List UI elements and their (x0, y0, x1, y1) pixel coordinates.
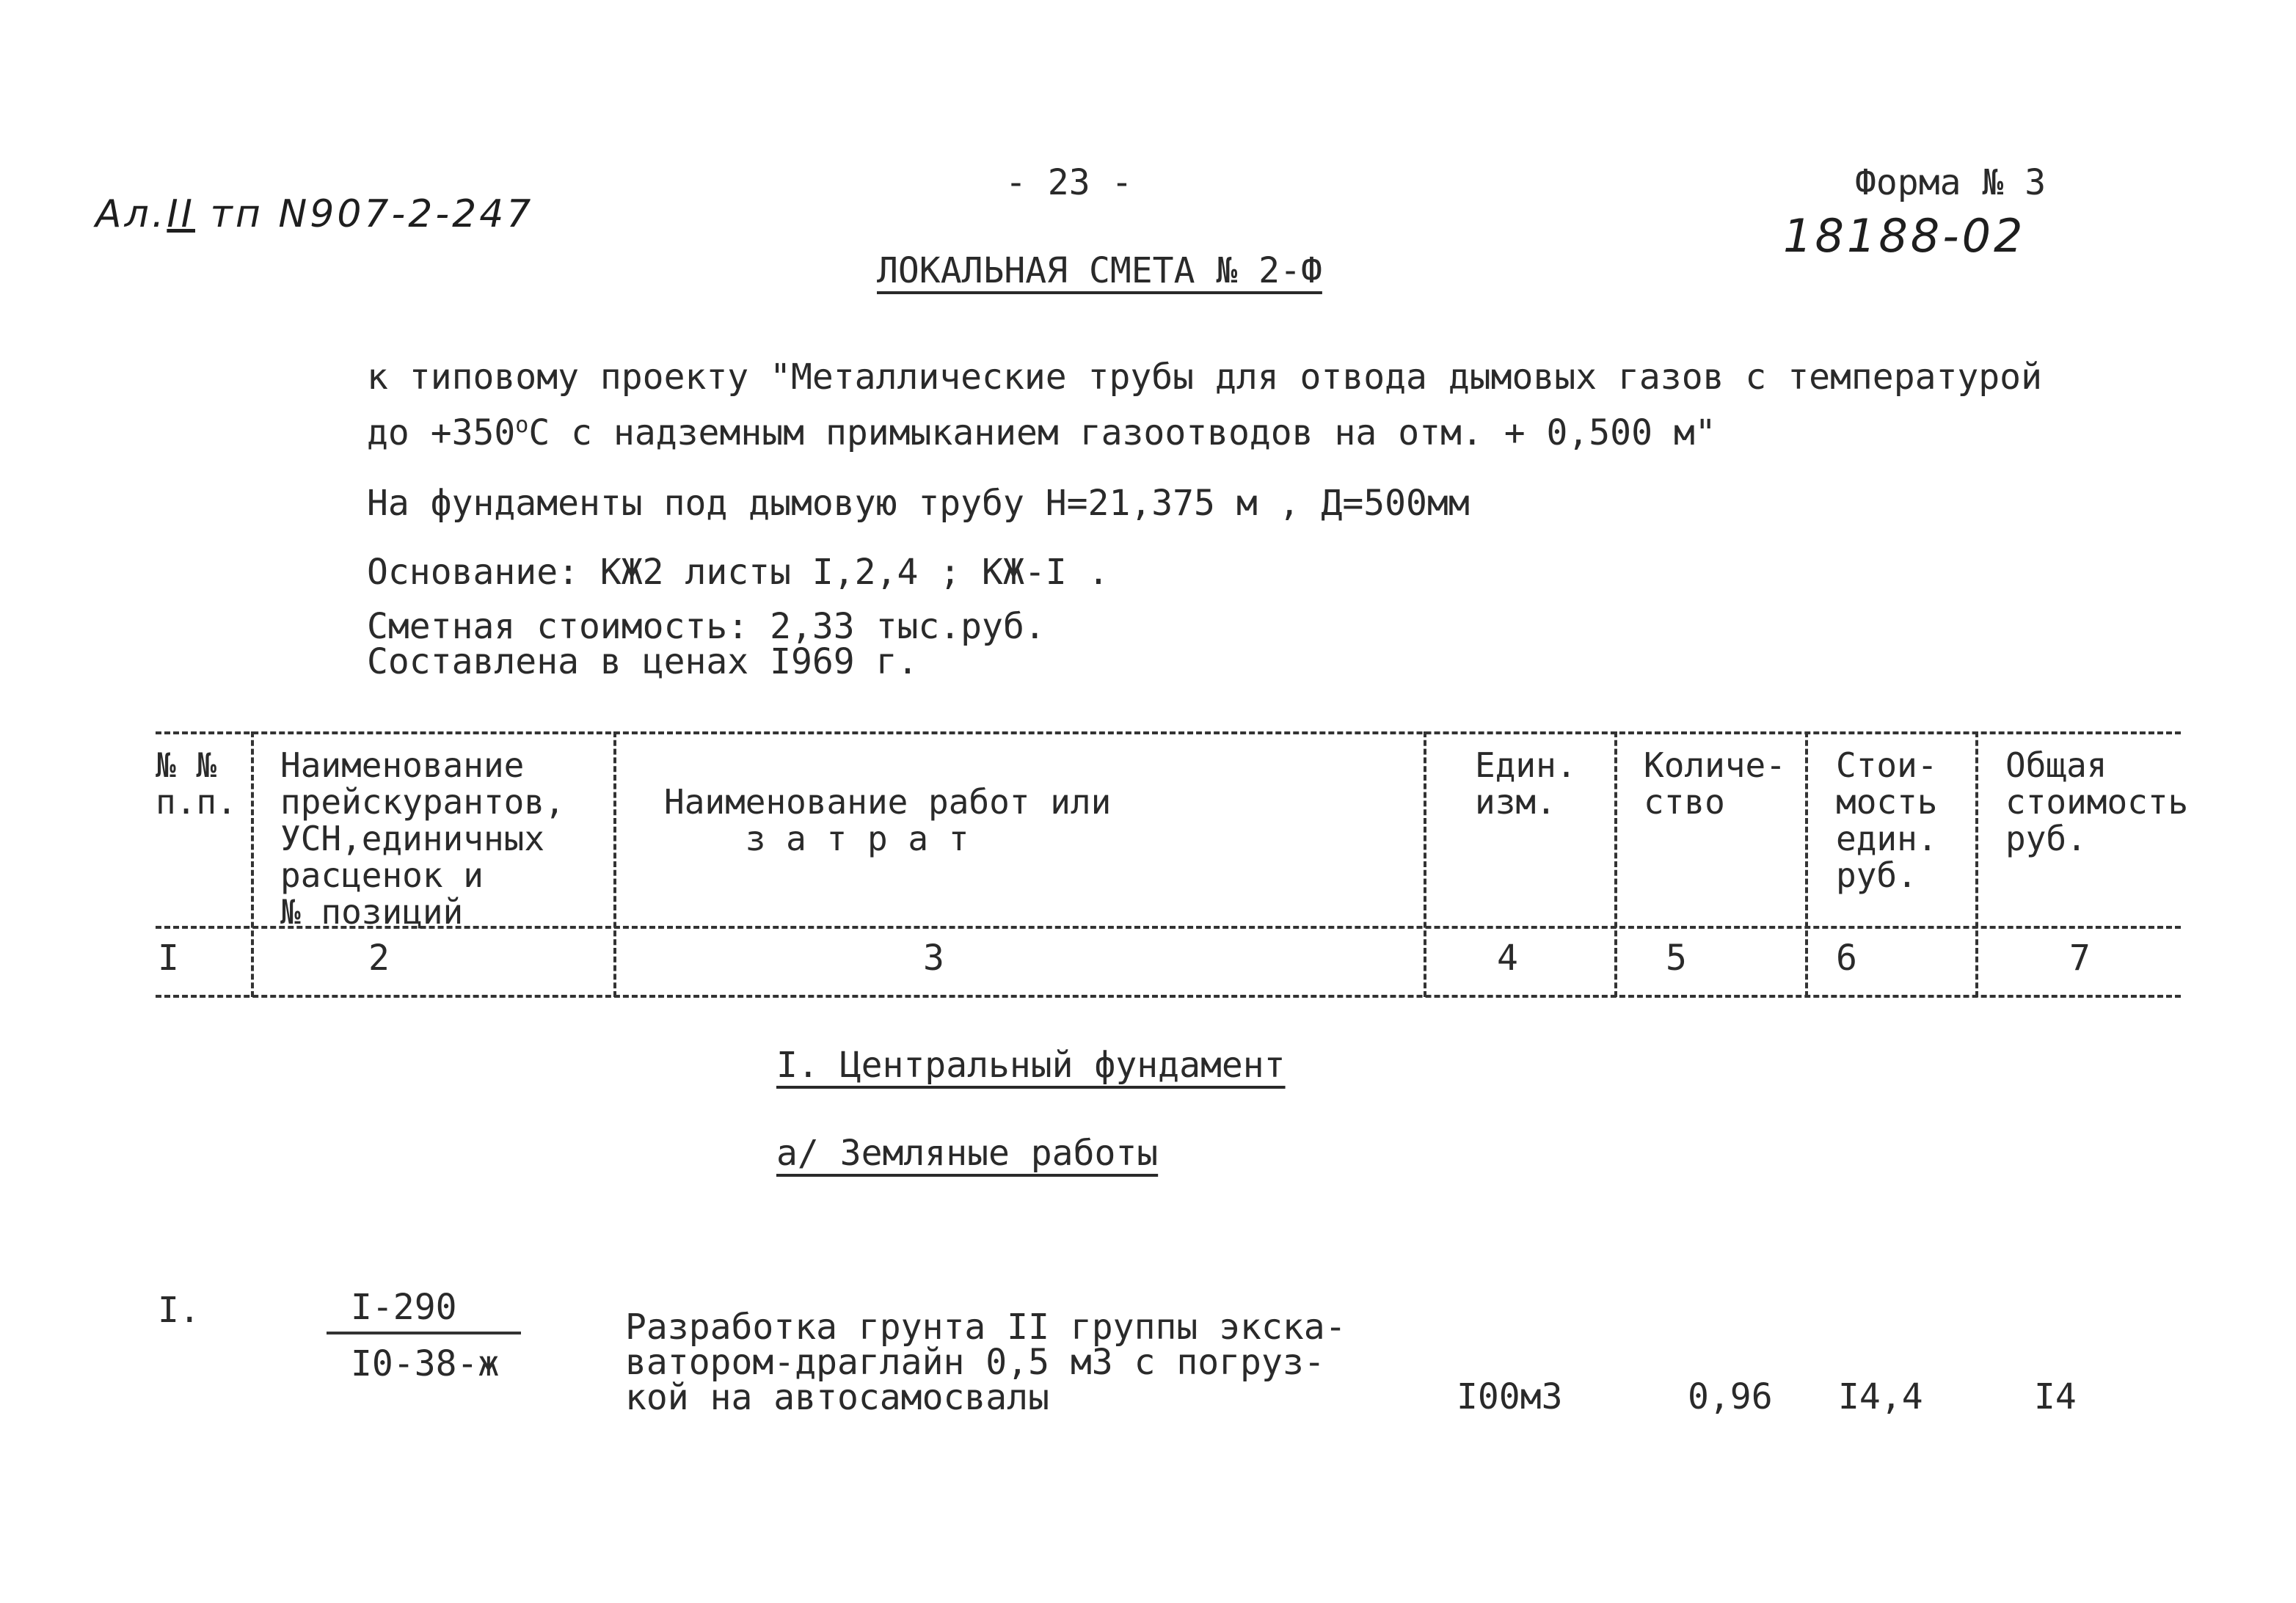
basis-line: Основание: КЖ2 листы I,2,4 ; КЖ-I . (367, 552, 1109, 593)
col-number-6: 6 (1836, 938, 1857, 979)
col-header-1: № № п.п. (156, 745, 237, 822)
description-line-3: На фундаменты под дымовую трубу Н=21,375 м , Д=500мм (367, 483, 1470, 524)
degree-sup: о (515, 412, 529, 438)
col-header-7: Общая стоимость руб. (2005, 745, 2189, 858)
row-code-bottom: I0-38-ж (351, 1343, 500, 1384)
col-number-7: 7 (2069, 938, 2091, 979)
col-sep-5 (1805, 731, 1808, 997)
col-number-4: 4 (1497, 938, 1518, 979)
col-header-4: Един. изм. (1475, 745, 1577, 822)
album-ref-roman: II (167, 192, 196, 236)
col-sep-1 (251, 731, 254, 997)
prices-year-line: Составлена в ценах I969 г. (367, 641, 919, 682)
col-number-2: 2 (368, 938, 390, 979)
col-sep-2 (613, 731, 616, 997)
document-title: ЛОКАЛЬНАЯ СМЕТА № 2-Ф (877, 250, 1322, 291)
section-title: I. Центральный фундамент (776, 1045, 1286, 1086)
col-sep-3 (1424, 731, 1426, 997)
description-line-2-pre: до +350 (367, 412, 516, 453)
description-line-2 (367, 412, 1716, 453)
row-code-divider (327, 1332, 521, 1334)
col-sep-6 (1975, 731, 1978, 997)
col-header-3: Наименование работ или з а т р а т (664, 782, 1112, 858)
col-number-5: 5 (1666, 938, 1687, 979)
table-top-rule (156, 731, 2181, 734)
row-unit-cost: I4,4 (1838, 1376, 1923, 1417)
col-header-5: Количе- ство (1644, 745, 1786, 822)
row-total-cost: I4 (2034, 1376, 2077, 1417)
estimated-cost-line: Сметная стоимость: 2,33 тыс.руб. (367, 606, 1046, 647)
album-reference (95, 192, 533, 236)
page-number: - 23 - (1005, 162, 1133, 203)
form-label: Форма № 3 (1855, 162, 2047, 203)
row-quantity: 0,96 (1688, 1376, 1773, 1417)
row-unit: I00м3 (1457, 1376, 1563, 1417)
description-line-2-post: С с надземным примыканием газоотводов на отм. + 0,500 м" (528, 412, 1716, 453)
col-header-2: Наименование прейскурантов, УСН,единичных расценок и № позиций (280, 745, 565, 932)
col-number-3: 3 (923, 938, 944, 979)
row-work-description: Разработка грунта II группы экска- ватором-драглайн 0,5 м3 с погруз- кой на автосамосвалы (625, 1307, 1346, 1418)
col-sep-4 (1614, 731, 1617, 997)
row-code-top: I-290 (351, 1287, 457, 1328)
col-number-1: I (158, 938, 179, 979)
col-header-6: Стои- мость един. руб. (1836, 745, 1938, 895)
subsection-title: а/ Земляные работы (776, 1133, 1159, 1174)
row-number: I. (158, 1290, 200, 1331)
album-ref-project: тп N907-2-247 (210, 192, 534, 236)
inventory-number: 18188-02 (1783, 209, 2026, 263)
album-ref-prefix: Ал. (95, 192, 167, 236)
table-numbers-bottom-rule (156, 995, 2181, 998)
description-line-1: к типовому проекту "Металлические трубы для отвода дымовых газов с температурой (367, 357, 2042, 398)
